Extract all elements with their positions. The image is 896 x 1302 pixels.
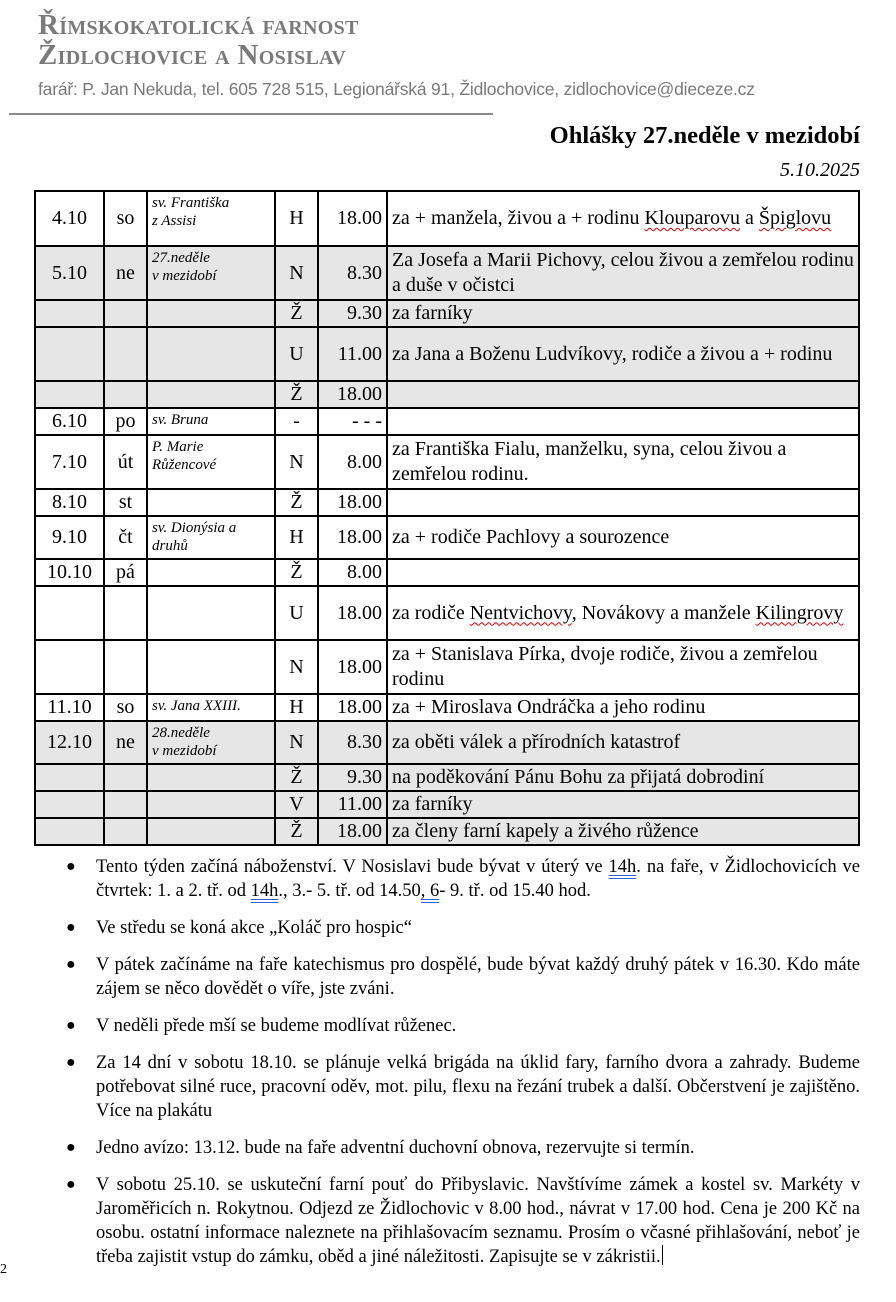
cell-feast [147,489,275,516]
cell-day [104,791,147,818]
cell-place: H [275,694,318,721]
cell-day: čt [104,516,147,559]
notice-item: ● Jedno avízo: 13.12. bude na faře adventní duchovní obnova, rezervujte si termín. [66,1138,695,1158]
table-row [35,586,859,640]
notice-item: ● Za 14 dní v sobotu 18.10. se plánuje velká brigáda na úklid fary, farního dvora a zahrady. Budeme potřebovat silné ruce, pracovní oděv, mot. pilu, flexu na řezání trubek a další. Občerstvení je zajištěno. Více na plakátu [66,1053,860,1121]
text-cursor [662,1245,663,1265]
cell-place: Ž [275,764,318,791]
cell-date [35,791,104,818]
bullet-icon: ● [66,1054,76,1071]
cell-intention: za farníky [387,300,859,327]
cell-intention: za oběti válek a přírodních katastrof [387,721,859,764]
cell-time: - - - [318,408,387,435]
table-row [35,435,859,489]
cell-time: 8.00 [318,559,387,586]
cell-day: st [104,489,147,516]
cell-date: 4.10 [35,191,104,246]
cell-place: N [275,435,318,489]
cell-day [104,764,147,791]
mass-schedule-table [34,190,860,846]
cell-time: 11.00 [318,791,387,818]
table-row [35,246,859,300]
cell-place: Ž [275,489,318,516]
notice-item[interactable]: ● V sobotu 25.10. se uskuteční farní pouť do Přibyslavic. Navštívíme zámek a kostel sv. Markéty v Jaroměřicích n. Rokytnou. Odjezd ze Židlochovic v 8.00 hod., návrat v 17.00 hod. Cena je 200 Kč na osobu. ostatní informace naleznete na přihlašovacím seznamu. Prosím o včasné přihlašování, neboť je třeba zajistit vstup do zámku, oběd a jiné náležitosti. Zapisujte se v zákristii. [66,1175,860,1267]
cell-day [104,300,147,327]
cell-feast [147,559,275,586]
cell-feast [147,586,275,640]
letterhead-divider [9,113,493,115]
cell-intention: za Jana a Boženu Ludvíkovy, rodiče a živou a + rodinu [387,327,859,381]
cell-place: N [275,246,318,300]
table-row [35,791,859,818]
bullet-icon: ● [66,919,76,936]
cell-time: 9.30 [318,764,387,791]
cell-time: 18.00 [318,381,387,408]
cell-date [35,818,104,845]
cell-intention: za + manžela, živou a + rodinu Klouparovu a Špiglovu [387,191,859,246]
bullet-icon: ● [66,1139,76,1156]
cell-feast: P. Marie Růžencové [147,435,275,489]
table-row [35,489,859,516]
notices-list [60,855,860,1282]
cell-date [35,300,104,327]
announcement-date: 5.10.2025 [780,159,860,181]
cell-day [104,381,147,408]
cell-date: 6.10 [35,408,104,435]
bullet-icon: ● [66,956,76,973]
cell-date: 10.10 [35,559,104,586]
cell-intention: za + Miroslava Ondráčka a jeho rodinu [387,694,859,721]
cell-place: Ž [275,559,318,586]
table-row [35,381,859,408]
notice-item: ● V neděli přede mší se budeme modlívat růženec. [66,1016,457,1036]
table-row [35,694,859,721]
cell-intention [387,489,859,516]
page-title: Ohlášky 27.neděle v mezidobí [549,122,860,149]
cell-feast: sv. Jana XXIII. [147,694,275,721]
cell-place: Ž [275,818,318,845]
bullet-icon: ● [66,858,76,875]
cell-place: N [275,640,318,694]
cell-intention [387,408,859,435]
cell-time: 18.00 [318,489,387,516]
cell-day [104,818,147,845]
cell-place: Ž [275,381,318,408]
cell-day: so [104,694,147,721]
cell-place: U [275,327,318,381]
parish-contact: farář: P. Jan Nekuda, tel. 605 728 515, Legionářská 91, Židlochovice, zidlochovice@dieceze.cz [38,79,755,99]
cell-feast: sv. Bruna [147,408,275,435]
cell-intention: za + Stanislava Pírka, dvoje rodiče, živou a zemřelou rodinu [387,640,859,694]
table-row [35,721,859,764]
cell-feast [147,640,275,694]
cell-day [104,640,147,694]
cell-intention: za členy farní kapely a živého růžence [387,818,859,845]
cell-day: ne [104,721,147,764]
cell-intention: za Františka Fialu, manželku, syna, celou živou a zemřelou rodinu. [387,435,859,489]
cell-day: út [104,435,147,489]
parish-name-line2: Židlochovice a Nosislav [38,39,347,71]
table-row [35,764,859,791]
cell-feast [147,764,275,791]
table-row [35,408,859,435]
cell-feast: 27.neděle v mezidobí [147,246,275,300]
cell-feast: sv. Františka z Assisi [147,191,275,246]
cell-date: 12.10 [35,721,104,764]
cell-date: 5.10 [35,246,104,300]
cell-place: - [275,408,318,435]
cell-time: 8.30 [318,721,387,764]
cell-date: 11.10 [35,694,104,721]
margin-mark: 2 [0,1262,7,1277]
bullet-icon: ● [66,1176,76,1193]
table-row [35,818,859,845]
cell-feast [147,327,275,381]
table-row [35,640,859,694]
cell-time: 18.00 [318,640,387,694]
cell-day: pá [104,559,147,586]
cell-intention [387,381,859,408]
notice-item: ● Ve středu se koná akce „Koláč pro hospic“ [66,918,412,938]
cell-feast [147,791,275,818]
table-row [35,516,859,559]
cell-intention: za rodiče Nentvichovy, Novákovy a manžele Kilingrovy [387,586,859,640]
cell-date: 7.10 [35,435,104,489]
cell-date: 9.10 [35,516,104,559]
cell-feast [147,818,275,845]
cell-feast: sv. Dionýsia a druhů [147,516,275,559]
bullet-icon: ● [66,1017,76,1034]
cell-time: 8.00 [318,435,387,489]
notice-item: ● Tento týden začíná náboženství. V Nosislavi bude bývat v úterý ve 14h. na faře, v Židlochovicích ve čtvrtek: 1. a 2. tř. od 14h., 3.- 5. tř. od 14.50, 6- 9. tř. od 15.40 hod. [66,857,860,901]
cell-intention: za + rodiče Pachlovy a sourozence [387,516,859,559]
cell-place: Ž [275,300,318,327]
cell-date [35,381,104,408]
cell-time: 18.00 [318,516,387,559]
cell-date: 8.10 [35,489,104,516]
table-row [35,300,859,327]
cell-day: so [104,191,147,246]
cell-place: H [275,191,318,246]
cell-day: po [104,408,147,435]
cell-date [35,586,104,640]
table-row [35,559,859,586]
cell-time: 18.00 [318,586,387,640]
cell-day [104,327,147,381]
cell-day [104,586,147,640]
cell-time: 11.00 [318,327,387,381]
cell-place: H [275,516,318,559]
cell-intention [387,559,859,586]
cell-time: 18.00 [318,191,387,246]
cell-feast [147,381,275,408]
cell-date [35,764,104,791]
cell-time: 18.00 [318,694,387,721]
cell-place: U [275,586,318,640]
cell-time: 9.30 [318,300,387,327]
cell-intention: Za Josefa a Marii Pichovy, celou živou a zemřelou rodinu a duše v očistci [387,246,859,300]
cell-feast: 28.neděle v mezidobí [147,721,275,764]
cell-place: V [275,791,318,818]
cell-feast [147,300,275,327]
table-row [35,327,859,381]
parish-name-line1: Římskokatolická farnost [38,9,359,41]
cell-place: N [275,721,318,764]
cell-time: 8.30 [318,246,387,300]
cell-intention: za farníky [387,791,859,818]
cell-intention: na poděkování Pánu Bohu za přijatá dobrodiní [387,764,859,791]
letterhead [38,10,828,100]
cell-day: ne [104,246,147,300]
cell-time: 18.00 [318,818,387,845]
cell-date [35,327,104,381]
table-row [35,191,859,246]
notice-item: ● V pátek začínáme na faře katechismus pro dospělé, bude bývat každý druhý pátek v 16.30. Kdo máte zájem se něco dovědět o víře, jste zváni. [66,955,860,999]
cell-date [35,640,104,694]
